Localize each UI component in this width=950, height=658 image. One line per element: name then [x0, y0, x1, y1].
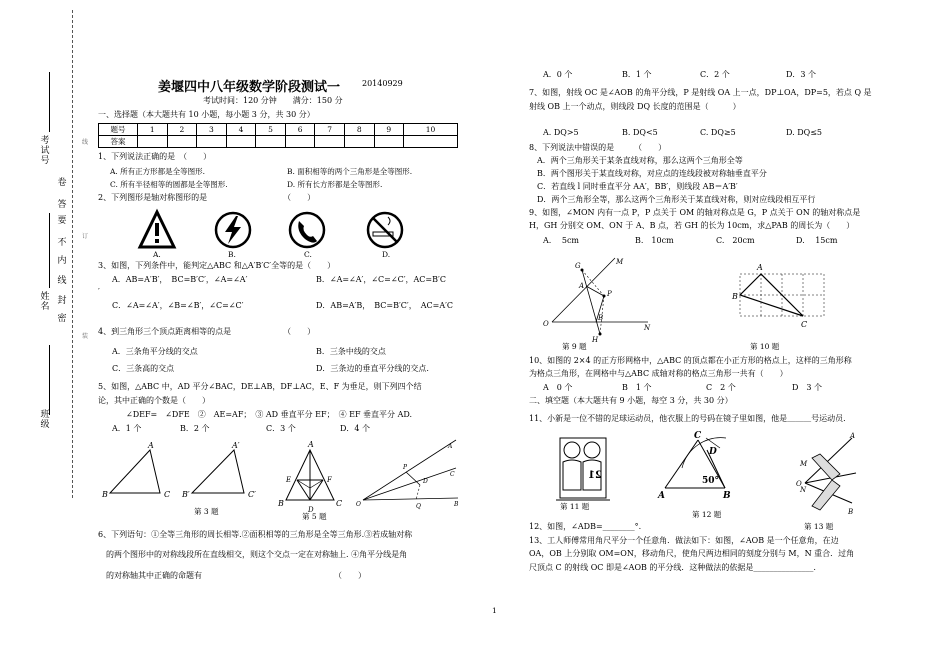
answer-cell[interactable]: [167, 136, 197, 148]
warning-sign-icon: [140, 212, 174, 247]
q10-option-c: C 2 个: [706, 383, 736, 392]
svg-text:M: M: [800, 460, 808, 468]
q7-option-d: D. DQ≤5: [786, 128, 822, 137]
svg-text:E: E: [286, 476, 292, 484]
row-label: 题号: [99, 124, 138, 136]
svg-text:O: O: [356, 501, 361, 508]
svg-text:O: O: [796, 480, 802, 488]
q10-option-a: A 0 个: [543, 383, 573, 392]
seal-char: 封: [57, 296, 67, 306]
svg-text:B: B: [278, 499, 284, 508]
svg-text:A: A: [148, 441, 154, 450]
answer-cell[interactable]: [226, 136, 256, 148]
q3-option-c: C．∠A=∠A′，∠B=∠B′，∠C=∠C′: [112, 301, 244, 310]
q9-option-b: B. 10cm: [635, 236, 674, 245]
q9-q10-figures: [540, 256, 840, 346]
q2-label-d: D.: [382, 250, 391, 259]
svg-text:Q: Q: [416, 503, 421, 510]
q2-stem: 2、下列图形是轴对称图形的是 （ ）: [98, 193, 316, 202]
svg-text:C: C: [694, 431, 702, 441]
q10-option-d: D 3 个: [792, 383, 823, 392]
q6-option-c: C．2 个: [700, 70, 730, 79]
svg-text:C: C: [450, 471, 455, 478]
svg-text:D: D: [308, 506, 314, 514]
question-number: 5: [256, 124, 286, 136]
q9-option-a: A. 5cm: [543, 236, 580, 245]
svg-text:C: C: [164, 490, 171, 499]
small-char: 订: [81, 233, 88, 240]
svg-text:A: A: [658, 491, 665, 501]
q3-option-b-cont: ′: [98, 287, 100, 296]
q13-line-3: 尺顶点 C 的射线 OC 即是∠AOB 的平分线．这种做法的依据是_______________.: [529, 563, 816, 572]
q8-option-b: B．两个图形关于某直线对称，对应点的连线段被对称轴垂直平分: [537, 169, 767, 178]
phone-icon: [290, 213, 324, 247]
q9-line-1: 9、如图，∠MON 内有一点 P，P 点关于 OM 的轴对称点是 G，P 点关于 ON 的轴对称点是: [529, 208, 861, 217]
answer-table: [98, 123, 458, 148]
question-number: 10: [404, 124, 458, 136]
q5-caption: 第 5 题: [302, 512, 327, 521]
q3-triangle-abc-prime: [181, 441, 256, 499]
name-label: 姓名: [40, 292, 50, 312]
svg-text:M: M: [616, 258, 624, 266]
seal-char: 要: [57, 216, 67, 226]
q3-option-a: A．AB=A′B′， BC=B′C′，∠A=∠A′: [112, 275, 248, 284]
exam-info: 考试时间：120 分钟 满分：150 分: [203, 96, 343, 105]
q12-caption: 第 12 题: [692, 510, 722, 519]
svg-text:B: B: [598, 314, 604, 322]
svg-text:F: F: [327, 476, 332, 484]
q5-items: ∠DEF= ∠DFE ② AE=AF； ③ AD 垂直平分 EF； ④ EF 垂直平分 AD.: [126, 410, 413, 419]
exam-date: 20140929: [362, 79, 403, 88]
q13-caption: 第 13 题: [804, 522, 834, 531]
q3-caption: 第 3 题: [194, 507, 219, 516]
svg-text:B: B: [454, 501, 459, 508]
svg-text:A: A: [850, 432, 856, 440]
svg-text:A′: A′: [232, 441, 240, 450]
question-number: 1: [138, 124, 168, 136]
q4-stem: 4、到三角形三个顶点距离相等的点是 （ ）: [98, 327, 316, 336]
q5-option-d: D．4 个: [340, 424, 371, 433]
jersey-number: 21: [588, 470, 602, 481]
lightning-bolt-icon: [216, 213, 250, 247]
answer-cell[interactable]: [374, 136, 404, 148]
svg-text:C: C: [801, 320, 808, 329]
svg-text:B′: B′: [182, 490, 190, 499]
exam-number-label: 考试号: [40, 136, 50, 166]
svg-text:P: P: [607, 290, 612, 298]
svg-text:C′: C′: [248, 490, 256, 499]
svg-text:N: N: [800, 486, 807, 494]
q6-line-1: 6、下列语句：①全等三角形的周长相等.②面积相等的三角形是全等三角形.③若成轴对称: [98, 530, 413, 539]
q2-label-c: C.: [304, 250, 312, 259]
answer-cell[interactable]: [285, 136, 315, 148]
q5-option-c: C．3 个: [266, 424, 296, 433]
seal-char: 卷: [57, 178, 67, 188]
q7-option-b: B. DQ<5: [622, 128, 658, 137]
q3-triangle-abc: [101, 441, 170, 499]
q13-line-1: 13、工人师傅常用角尺平分一个任意角．做法如下：如图，∠AOB 是一个任意角，在边: [529, 536, 839, 545]
answer-cell[interactable]: [344, 136, 374, 148]
q2-symbols: [135, 205, 415, 260]
seal-char: 密: [57, 314, 67, 324]
q11-text: 11、小新是一位不错的足球运动员，他衣服上的号码在镜子里如图，他是＿＿＿号运动员．: [529, 414, 852, 423]
section2-heading: 二、填空题（本大题共有 9 小题，每空 3 分，共 30 分）: [529, 396, 733, 405]
answer-cell[interactable]: [404, 136, 458, 148]
left-figures: [98, 438, 463, 520]
q7-option-c: C. DQ≥5: [700, 128, 736, 137]
answer-cell[interactable]: [315, 136, 345, 148]
q9-caption: 第 9 题: [562, 342, 587, 351]
q4-option-d: D．三条边的垂直平分线的交点.: [316, 364, 429, 373]
q1-option-b: B. 面积相等的两个三角形是全等图形.: [287, 167, 413, 176]
svg-text:A: A: [579, 282, 585, 290]
svg-text:B: B: [723, 491, 731, 501]
q11-caption: 第 11 题: [560, 502, 590, 511]
question-number: 2: [167, 124, 197, 136]
q10-caption: 第 10 题: [750, 342, 780, 351]
q6-option-a: A．0 个: [543, 70, 573, 79]
q7-line-2: 射线 OB 上一个动点，则线段 DQ 长度的范围是（ ）: [529, 102, 741, 111]
small-char: 装: [81, 333, 88, 340]
svg-text:B: B: [102, 490, 108, 499]
q5-option-a: A．1 个: [112, 424, 142, 433]
q8-stem: 8、下列说法中错误的是 （ ）: [529, 143, 667, 152]
svg-text:D: D: [423, 478, 428, 485]
q3-stem: 3、如图，下列条件中，能判定△ABC 和△A′B′C′全等的是（ ）: [98, 261, 336, 270]
answer-cell[interactable]: [138, 136, 168, 148]
q11-mirror-figure: [556, 438, 610, 500]
q2-label-a: A.: [153, 250, 161, 259]
svg-text:C: C: [336, 499, 343, 508]
q10-triangle: [731, 263, 807, 329]
q13-figure: [796, 432, 856, 516]
question-number: 4: [226, 124, 256, 136]
q1-option-a: A. 所有正方形都是全等图形.: [110, 167, 206, 176]
q6-option-b: B．1 个: [622, 70, 652, 79]
q8-option-c: C．若直线 l 同时垂直平分 AA′，BB′，则线段 AB＝A′B′: [537, 182, 738, 191]
question-number: 6: [285, 124, 315, 136]
q7-line-1: 7、如图，射线 OC 是∠AOB 的角平分线，P 是射线 OA 上一点，DP⊥OA，DP=5，若点 Q 是: [529, 88, 872, 97]
q9-option-d: D. 15cm: [796, 236, 838, 245]
q9-option-c: C. 20cm: [716, 236, 755, 245]
svg-text:A: A: [448, 443, 453, 450]
q1-stem: 1、下列说法正确的是 （ ）: [98, 152, 212, 161]
no-smoking-icon: [368, 213, 402, 247]
svg-text:A: A: [757, 263, 763, 272]
answer-cell[interactable]: [197, 136, 227, 148]
q3-option-d: D．AB=A′B， BC=B′C′， AC=A′C: [316, 301, 454, 310]
q2-label-b: B.: [228, 250, 236, 259]
q1-option-d: D. 所有长方形都是全等图形.: [287, 180, 383, 189]
small-char: 线: [81, 139, 88, 146]
q4-option-a: A．三条角平分线的交点: [112, 347, 198, 356]
exam-number-line: [49, 72, 50, 132]
question-number: 9: [374, 124, 404, 136]
svg-text:A: A: [308, 440, 314, 449]
q10-line-1: 10、如图的 2×4 的正方形网格中，△ABC 的顶点都在小正方形的格点上，这样的三角形称: [529, 356, 852, 365]
q10-option-b: B 1 个: [622, 383, 652, 392]
exam-title: 姜堰四中八年级数学阶段测试一: [158, 80, 341, 95]
q6-line-2: 的两个图形中的对称线段所在直线相交，则这个交点一定在对称轴上. ④角平分线是角: [106, 550, 408, 559]
q5-triangle-figure: [277, 440, 342, 514]
q1-option-c: C. 所有半径相等的圆都是全等图形.: [110, 180, 228, 189]
answer-cell[interactable]: [256, 136, 286, 148]
q12-text: 12、如图，∠ADB=________°.: [529, 522, 642, 531]
q4-option-b: B．三条中线的交点: [316, 347, 386, 356]
seal-line: [72, 10, 73, 498]
section1-heading: 一、选择题（本大题共有 10 小题，每小题 3 分，共 30 分）: [98, 110, 315, 119]
q6-option-d: D．3 个: [786, 70, 817, 79]
q6-line-3: 的对称轴其中正确的命题有 （ ）: [106, 571, 366, 580]
svg-text:B: B: [732, 292, 738, 301]
seal-char: 线: [57, 276, 67, 286]
svg-text:H: H: [592, 336, 599, 344]
seal-char: 内: [57, 256, 67, 266]
svg-text:B: B: [848, 508, 854, 516]
q12-figure: [657, 431, 731, 501]
q12-angle-label: 50°: [702, 476, 720, 486]
seal-char: 答: [57, 200, 67, 210]
q3-option-b: B．∠A=∠A′，∠C=∠C′，AC=B′C: [316, 275, 446, 284]
q5-stem-2: 论，其中正确的个数是（ ）: [98, 396, 210, 405]
q4-option-c: C．三条高的交点: [112, 364, 175, 373]
question-number: 7: [315, 124, 345, 136]
q5-option-b: B．2 个: [180, 424, 210, 433]
question-number: 8: [344, 124, 374, 136]
row-label: 答案: [99, 136, 138, 148]
question-number: 3: [197, 124, 227, 136]
page-number: 1: [492, 606, 497, 615]
q8-option-a: A．两个三角形关于某条直线对称，那么这两个三角形全等: [537, 156, 743, 165]
q10-line-2: 为格点三角形，在网格中与△ABC 成轴对称的格点三角形一共有（ ）: [529, 369, 788, 378]
svg-text:G: G: [575, 262, 581, 270]
seal-char: 不: [57, 238, 67, 248]
q5-stem: 5、如图，△ABC 中，AD 平分∠BAC，DE⊥AB，DF⊥AC，E、F 为垂足，则下列四个结: [98, 382, 422, 391]
svg-text:N: N: [644, 324, 651, 332]
q7-angle-figure: [356, 440, 459, 510]
svg-text:O: O: [543, 320, 549, 328]
name-line: [49, 213, 50, 288]
class-line: [49, 345, 50, 415]
svg-text:P: P: [403, 464, 408, 471]
q9-figure: [543, 258, 651, 344]
q9-line-2: H，GH 分别交 OM、ON 于 A、B 点，若 GH 的长为 10cm，求△PAB 的周长为（ ）: [529, 221, 855, 230]
class-label: 班级: [40, 410, 50, 430]
q13-line-2: OA，OB 上分别取 OM=ON，移动角尺，使角尺两边相同的刻度分别与 M，N 重合．过角: [529, 549, 855, 558]
q8-option-d: D．两个三角形全等，那么这两个三角形关于某直线对称，则对应线段相互平行: [537, 195, 816, 204]
q7-option-a: A. DQ>5: [543, 128, 579, 137]
svg-text:D: D: [709, 447, 717, 457]
